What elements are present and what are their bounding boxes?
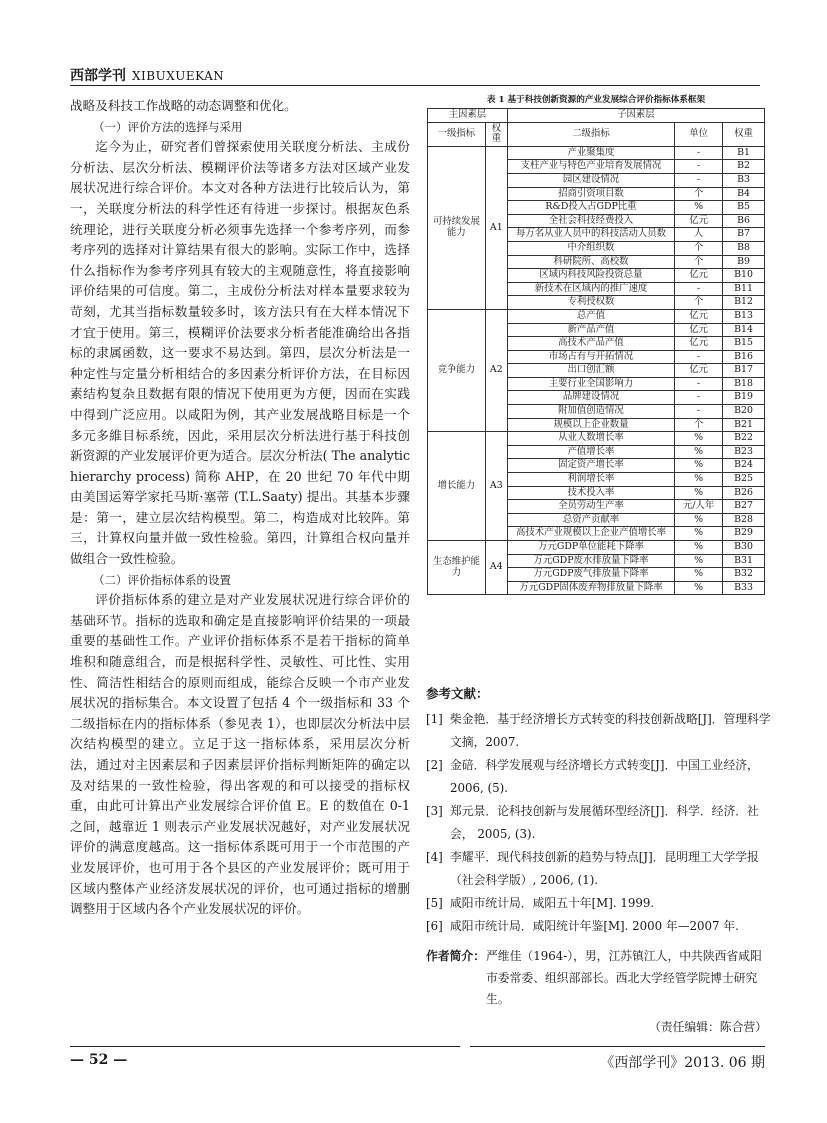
level2-weight-code: B32 xyxy=(723,568,765,582)
level2-indicator-name: 科研院所、高校数 xyxy=(507,255,674,269)
reference-number: [5] xyxy=(426,896,443,910)
references-title: 参考文献： xyxy=(426,686,489,701)
level2-weight-code: B3 xyxy=(723,173,765,187)
unit-cell: 亿元 xyxy=(675,364,723,378)
header-main-layer: 主因素层 xyxy=(428,109,508,123)
level2-indicator-name: 高技术产品产值 xyxy=(507,337,674,351)
unit-cell: - xyxy=(675,350,723,364)
issue-label: 《西部学刊》2013. 06 期 xyxy=(600,1055,765,1071)
paragraph-intro: 战略及科技工作战略的动态调整和优化。 xyxy=(70,98,297,113)
unit-cell: 亿元 xyxy=(675,214,723,228)
unit-cell: % xyxy=(675,459,723,473)
reference-item xyxy=(426,846,771,892)
level2-indicator-name: 专利授权数 xyxy=(507,296,674,310)
reference-item xyxy=(426,800,771,846)
header-level1: 一级指标 xyxy=(428,122,486,146)
unit-cell: % xyxy=(675,581,723,595)
level2-indicator-name: 总产值 xyxy=(507,309,674,323)
unit-cell: 个 xyxy=(675,241,723,255)
level2-weight-code: B14 xyxy=(723,323,765,337)
level2-indicator-name: 全员劳动生产率 xyxy=(507,500,674,514)
unit-cell: % xyxy=(675,541,723,555)
unit-cell: 个 xyxy=(675,187,723,201)
level2-weight-code: B2 xyxy=(723,160,765,174)
level2-weight-code: B23 xyxy=(723,445,765,459)
reference-text: 李耀平．现代科技创新的趋势与特点[J]．昆明理工大学学报（社会科学版）, 2006, (1). xyxy=(450,850,759,887)
level2-weight-code: B24 xyxy=(723,459,765,473)
unit-cell: - xyxy=(675,173,723,187)
level2-weight-code: B25 xyxy=(723,473,765,487)
level1-indicator-name: 竞争能力 xyxy=(428,309,486,431)
footer-rule xyxy=(470,1046,765,1047)
level2-indicator-name: 品牌建设情况 xyxy=(507,391,674,405)
level2-indicator-name: 固定资产增长率 xyxy=(507,459,674,473)
footer-rule xyxy=(70,1046,460,1047)
level2-indicator-name: 高技术产业规模以上企业产值增长率 xyxy=(507,527,674,541)
level2-weight-code: B9 xyxy=(723,255,765,269)
author-text: 严维佳（1964-），男，江苏镇江人，中共陕西省咸阳市委常委、组织部部长。西北大学经管学院博士研究生。 xyxy=(486,949,762,1006)
level2-weight-code: B17 xyxy=(723,364,765,378)
level2-weight-code: B10 xyxy=(723,269,765,283)
level2-indicator-name: 万元GDP废水排放量下降率 xyxy=(507,554,674,568)
reference-number: [4] xyxy=(426,850,443,864)
unit-cell: % xyxy=(675,201,723,215)
level2-indicator-name: 每万名从业人员中的科技活动人员数 xyxy=(507,228,674,242)
level2-indicator-name: R&D投入占GDP比重 xyxy=(507,201,674,215)
table-header-row xyxy=(428,109,765,123)
unit-cell: % xyxy=(675,473,723,487)
table-row xyxy=(428,541,765,555)
unit-cell: 亿元 xyxy=(675,337,723,351)
level2-weight-code: B30 xyxy=(723,541,765,555)
indicator-table xyxy=(427,108,765,595)
level2-indicator-name: 附加值创造情况 xyxy=(507,405,674,419)
level2-weight-code: B15 xyxy=(723,337,765,351)
reference-number: [6] xyxy=(426,919,443,933)
header-weight2: 权重 xyxy=(723,122,765,146)
reference-text: 郑元景．论科技创新与发展循环型经济[J]．科学．经济．社会， 2005, (3). xyxy=(450,804,759,841)
level2-indicator-name: 利润增长率 xyxy=(507,473,674,487)
table-body xyxy=(428,146,765,595)
section-heading-indicators: （二）评价指标体系的设置 xyxy=(93,572,231,587)
reference-text: 金碚．科学发展观与经济增长方式转变[J]．中国工业经济， 2006, (5). xyxy=(450,758,759,795)
reference-item xyxy=(426,708,771,754)
level2-weight-code: B26 xyxy=(723,486,765,500)
level2-weight-code: B16 xyxy=(723,350,765,364)
level2-indicator-name: 从业人数增长率 xyxy=(507,432,674,446)
level2-weight-code: B21 xyxy=(723,418,765,432)
level2-indicator-name: 产业聚集度 xyxy=(507,146,674,160)
header-level2: 二级指标 xyxy=(507,122,674,146)
unit-cell: % xyxy=(675,568,723,582)
level2-weight-code: B22 xyxy=(723,432,765,446)
unit-cell: 个 xyxy=(675,296,723,310)
level1-indicator-name: 生态维护能力 xyxy=(428,541,486,595)
unit-cell: % xyxy=(675,513,723,527)
unit-cell: 个 xyxy=(675,418,723,432)
level2-indicator-name: 新技术在区域内的推广速度 xyxy=(507,282,674,296)
reference-text: 柴金艳．基于经济增长方式转变的科技创新战略[J]．管理科学文摘，2007. xyxy=(450,712,771,749)
table-row xyxy=(428,432,765,446)
level2-weight-code: B31 xyxy=(723,554,765,568)
page-number: — 52 — xyxy=(70,1052,128,1068)
level2-weight-code: B28 xyxy=(723,513,765,527)
references xyxy=(426,684,771,938)
unit-cell: % xyxy=(675,445,723,459)
section-heading-method: （一）评价方法的选择与采用 xyxy=(93,119,243,134)
level1-indicator-name: 可持续发展能力 xyxy=(428,146,486,309)
level1-weight-code: A3 xyxy=(485,432,507,541)
level2-indicator-name: 市场占有与开拓情况 xyxy=(507,350,674,364)
header-sub-layer: 子因素层 xyxy=(507,109,764,123)
level2-weight-code: B19 xyxy=(723,391,765,405)
level2-indicator-name: 万元GDP单位能耗下降率 xyxy=(507,541,674,555)
journal-title-en: XIBUXUEKAN xyxy=(132,69,225,83)
unit-cell: 亿元 xyxy=(675,309,723,323)
unit-cell: - xyxy=(675,146,723,160)
paragraph-method: 迄今为止，研究者们曾探索使用关联度分析法、主成份分析法、层次分析法、模糊评价法等诸多方法对区域产业发展状况进行综合评价。本文对各种方法进行比较后认为，第一，关联度分析法的科学性还有待进一步探讨。根据灰色系统理论，进行关联度分析必须事先选择一个参考序列，而参考序列的选择对计算结果有很大的影响。实际工作中，选择什么指标作为参考序列具有较大的主观随意性，将直接影响评价结果的可信度。第二，主成份分析法对样本量要求较为苛刻，尤其当指标数量较多时，该方法只有在大样本情况下才宜于使用。第三，模糊评价法要求分析者能准确给出各指标的隶属函数，这一要求不易达到。第四，层次分析法是一种定性与定量分析相结合的多因素分析评价方法，在目标因素结构复杂且数据有限的情况下使用更为方便，因而在实践中得到广泛应用。以咸阳为例，其产业发展战略目标是一个多元多維目标系统，因此，采用层次分析法进行基于科技创新资源的产业发展评价更为适合。层次分析法( The analytic hierarchy process) 简称 AHP，在 20 世纪 70 年代中期由美国运筹学家托马斯·塞蒂 (T.L.Saaty) 提出。其基本步骤是：第一，建立层次结构模型。第二，构造成对比较阵。第三，计算权向量并做一致性检验。第四，计算组合权向量并做组合一致性检验。 xyxy=(70,139,410,567)
unit-cell: 个 xyxy=(675,255,723,269)
unit-cell: 亿元 xyxy=(675,323,723,337)
page-header xyxy=(70,63,760,86)
level2-indicator-name: 产值增长率 xyxy=(507,445,674,459)
level2-weight-code: B20 xyxy=(723,405,765,419)
unit-cell: % xyxy=(675,486,723,500)
level2-indicator-name: 出口创汇额 xyxy=(507,364,674,378)
level1-indicator-name: 增长能力 xyxy=(428,432,486,541)
level2-weight-code: B6 xyxy=(723,214,765,228)
header-weight: 权重 xyxy=(485,122,507,146)
reference-number: [3] xyxy=(426,804,443,818)
reference-number: [2] xyxy=(426,758,443,772)
unit-cell: % xyxy=(675,527,723,541)
unit-cell: % xyxy=(675,554,723,568)
journal-title-cn: 西部学刊 xyxy=(70,68,126,84)
unit-cell: 元/人年 xyxy=(675,500,723,514)
level2-weight-code: B7 xyxy=(723,228,765,242)
level2-indicator-name: 中介组织数 xyxy=(507,241,674,255)
level2-weight-code: B29 xyxy=(723,527,765,541)
unit-cell: - xyxy=(675,405,723,419)
page-footer xyxy=(70,1046,765,1072)
level2-weight-code: B18 xyxy=(723,377,765,391)
level2-indicator-name: 总资产贡献率 xyxy=(507,513,674,527)
level2-indicator-name: 万元GDP废气排放量下降率 xyxy=(507,568,674,582)
reference-item xyxy=(426,915,771,938)
responsible-editor: （责任编辑：陈合营） xyxy=(649,1020,767,1034)
level2-weight-code: B12 xyxy=(723,296,765,310)
level2-weight-code: B33 xyxy=(723,581,765,595)
unit-cell: 亿元 xyxy=(675,269,723,283)
left-column xyxy=(70,96,410,920)
reference-text: 咸阳市统计局．咸阳统计年鉴[M]. 2000 年—2007 年. xyxy=(450,919,739,933)
paragraph-indicators: 评价指标体系的建立是对产业发展状况进行综合评价的基础环节。指标的选取和确定是直接影响评价结果的一项最重要的基础性工作。产业评价指标体系不是若干指标的简单堆积和随意组合，而是根据科学性、灵敏性、可比性、实用性、简洁性相结合的原则而组成，能综合反映一个市产业发展状况的指标集合。本文设置了包括 4 个一级指标和 33 个二级指标在内的指标体系（参见表 1），也即层次分析法中层次结构模型的建立。立足于这一指标体系，采用层次分析法，通过对主因素层和子因素层评价指标判断矩阵的确定以及对结果的一致性检验，得出客观的和可以接受的指标权重，由此可计算出产业发展综合评价值 E。E 的数值在 0-1 之间，越靠近 1 则表示产业发展状况越好，对产业发展状况评价的满意度越高。这一指标体系既可用于一个市范围的产业发展评价，也可用于各个县区的产业发展评价；既可用于区域内整体产业经济发展状况的评价，也可通过指标的增删调整用于区域内各个产业发展状况的评价。 xyxy=(70,592,410,917)
level2-weight-code: B11 xyxy=(723,282,765,296)
level1-weight-code: A4 xyxy=(485,541,507,595)
table-row xyxy=(428,146,765,160)
table-caption: 表 1 基于科技创新资源的产业发展综合评价指标体系框架 xyxy=(486,95,706,105)
journal-title xyxy=(70,65,224,85)
level2-indicator-name: 万元GDP固体废弃物排放量下降率 xyxy=(507,581,674,595)
level2-weight-code: B1 xyxy=(723,146,765,160)
level2-weight-code: B13 xyxy=(723,309,765,323)
level2-indicator-name: 技术投入率 xyxy=(507,486,674,500)
unit-cell: % xyxy=(675,432,723,446)
unit-cell: 人 xyxy=(675,228,723,242)
unit-cell: - xyxy=(675,391,723,405)
author-bio xyxy=(426,946,771,1011)
level2-indicator-name: 支柱产业与特色产业培育发展情况 xyxy=(507,160,674,174)
level2-weight-code: B5 xyxy=(723,201,765,215)
unit-cell: - xyxy=(675,160,723,174)
level1-weight-code: A1 xyxy=(485,146,507,309)
reference-number: [1] xyxy=(426,712,443,726)
table-row xyxy=(428,309,765,323)
level2-weight-code: B4 xyxy=(723,187,765,201)
level2-weight-code: B8 xyxy=(723,241,765,255)
level1-weight-code: A2 xyxy=(485,309,507,431)
level2-indicator-name: 规模以上企业数量 xyxy=(507,418,674,432)
unit-cell: - xyxy=(675,282,723,296)
header-unit: 单位 xyxy=(675,122,723,146)
unit-cell: - xyxy=(675,377,723,391)
author-label: 作者简介： xyxy=(426,949,485,963)
level2-indicator-name: 招商引资项目数 xyxy=(507,187,674,201)
level2-indicator-name: 园区建设情况 xyxy=(507,173,674,187)
reference-text: 咸阳市统计局．咸阳五十年[M]. 1999. xyxy=(450,896,655,910)
reference-item xyxy=(426,892,771,915)
level2-indicator-name: 区域内科技风险投资总量 xyxy=(507,269,674,283)
level2-indicator-name: 主要行业全国影响力 xyxy=(507,377,674,391)
level2-indicator-name: 全社会科技经费投入 xyxy=(507,214,674,228)
table-header-row xyxy=(428,122,765,146)
level2-indicator-name: 新产品产值 xyxy=(507,323,674,337)
level2-weight-code: B27 xyxy=(723,500,765,514)
reference-item xyxy=(426,754,771,800)
